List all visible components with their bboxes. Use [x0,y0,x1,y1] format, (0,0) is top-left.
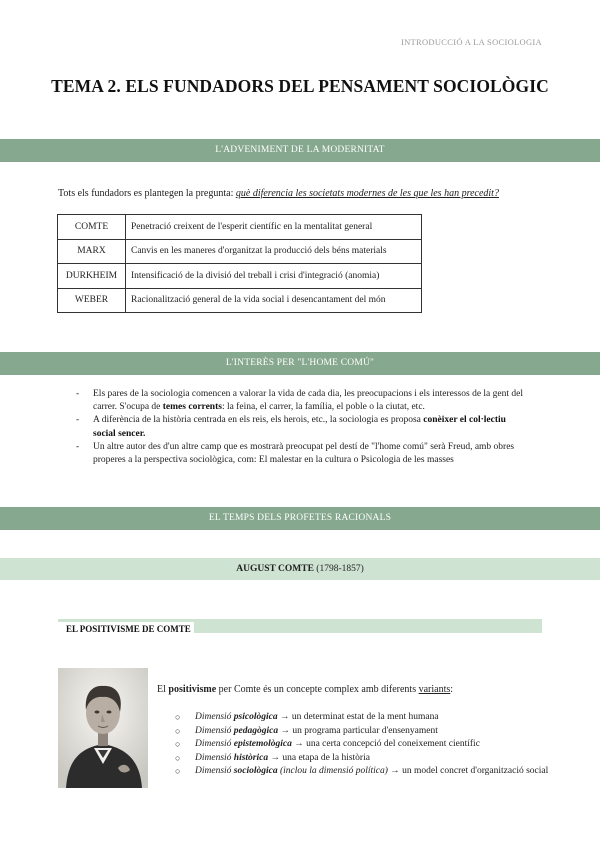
arrow-icon: → [387,766,403,776]
dimension-label [195,753,268,763]
dimension-label [195,726,278,736]
list-item [76,414,546,440]
positivism-text: per Comte és un concepte complex amb diferents [216,684,419,695]
arrow-icon: → [278,725,293,736]
dimension-description: un model concret d'organització social [402,766,549,776]
intro-paragraph [58,188,499,199]
section-band-common-man: L'INTERÈS PER "L'HOME COMÚ" [0,352,600,375]
positivism-paragraph [157,684,453,695]
dimension-label [195,766,388,776]
dimension-description: un programa particular d'ensenyament [292,725,438,736]
table-row [58,215,422,240]
bullet-dash: - [76,389,80,399]
circle-bullet-icon: ○ [175,739,181,749]
bullet-text: : la feina, el carrer, la família, el poble o la ciutat, etc. [221,402,425,413]
dimension-adjective: sociològica [233,766,278,776]
founder-description: Intensificació de la divisió del treball i crisi d'integració (anomia) [126,264,422,289]
dimension-description: una certa concepció del coneixement científic [306,739,480,749]
bullet-emphasis: conèixer el col·lectiu [423,415,506,426]
list-item [76,388,546,414]
section-band-modernity: L'ADVENIMENT DE LA MODERNITAT [0,139,600,162]
positivism-text: : [450,684,454,695]
dimension-description: un determinat estat de la ment humana [291,712,439,722]
circle-bullet-icon: ○ [175,712,181,722]
arrow-icon: → [268,752,283,763]
dimension-word: Dimensió [195,752,234,763]
table-row [58,288,422,313]
dimension-word: Dimensió [195,766,234,776]
dimension-label [195,739,292,749]
list-item [175,765,555,779]
comte-subband [0,558,600,580]
table-row [58,239,422,264]
dimension-adjective: epistemològica [233,739,292,749]
list-item [175,752,555,766]
dimensions-list [175,711,555,779]
bullet-text: A diferència de la història centrada en els reis, els herois, etc., la sociologia es proposa [93,415,424,426]
running-head: INTRODUCCIÓ A LA SOCIOLOGIA [400,37,542,47]
positivism-section-head [58,619,542,633]
arrow-icon: → [291,739,307,749]
list-item [175,725,555,739]
dimension-label [195,712,278,722]
comte-dates: (1798-1857) [313,564,364,574]
circle-bullet-icon: ○ [175,766,181,776]
bullet-emphasis: social sencer. [93,428,146,439]
list-item [76,441,546,467]
founder-name: DURKHEIM [58,264,126,289]
intro-question: què diferencia les societats modernes de les que les han precedit? [235,188,499,199]
founder-name: COMTE [58,215,126,240]
bullet-emphasis: temes corrents [162,402,222,413]
founder-description: Penetració creixent de l'esperit científic en la mentalitat general [126,215,422,240]
table-row [58,264,422,289]
dimension-adjective: psicològica [233,712,278,722]
bullet-text: properes a la perspectiva sociològica, com: El malestar en la cultura o Psicologia de les masses [93,455,454,466]
list-item [175,711,555,725]
bullet-dash: - [76,441,80,452]
positivism-term: positivisme [168,684,217,695]
circle-bullet-icon: ○ [175,725,181,736]
founder-name: WEBER [58,288,126,313]
bullet-text: Els pares de la sociologia comencen a valorar la vida de cada dia, les preocupacions i els interessos de la gent del [93,389,523,399]
founder-description: Racionalització general de la vida social i desencantament del món [126,288,422,313]
positivism-text: El [157,684,169,695]
section-band-prophets: EL TEMPS DELS PROFETES RACIONALS [0,507,600,530]
dimension-adjective: històrica [233,752,269,763]
arrow-icon: → [277,712,292,722]
founder-name: MARX [58,239,126,264]
dimension-word: Dimensió [195,725,234,736]
bullet-text: carrer. S'ocupa de [93,402,163,413]
founders-table [57,214,422,313]
variants-term: variants [418,684,451,695]
positivism-section-title: EL POSITIVISME DE COMTE [58,622,194,636]
bullet-dash: - [76,415,80,426]
dimension-adjective: pedagògica [233,725,279,736]
circle-bullet-icon: ○ [175,752,181,763]
page-title: TEMA 2. ELS FUNDADORS DEL PENSAMENT SOCIOLÒGIC [51,76,549,96]
list-item [175,738,555,752]
portrait-icon [58,668,148,788]
dimension-extra: (inclou la dimensió política) [277,766,388,776]
dimension-word: Dimensió [195,739,234,749]
dimension-word: Dimensió [195,712,234,722]
founder-description: Canvis en les maneres d'organitzat la producció dels béns materials [126,239,422,264]
common-man-list [76,388,546,467]
bullet-text: Un altre autor des d'un altre camp que es mostrarà preocupat pel destí de "l'home comú" serà Freud, amb obres [93,441,515,452]
comte-name: AUGUST COMTE [236,564,314,574]
dimension-description: una etapa de la història [282,752,370,763]
intro-text: Tots els fundadors es plantegen la pregunta: [58,188,236,199]
